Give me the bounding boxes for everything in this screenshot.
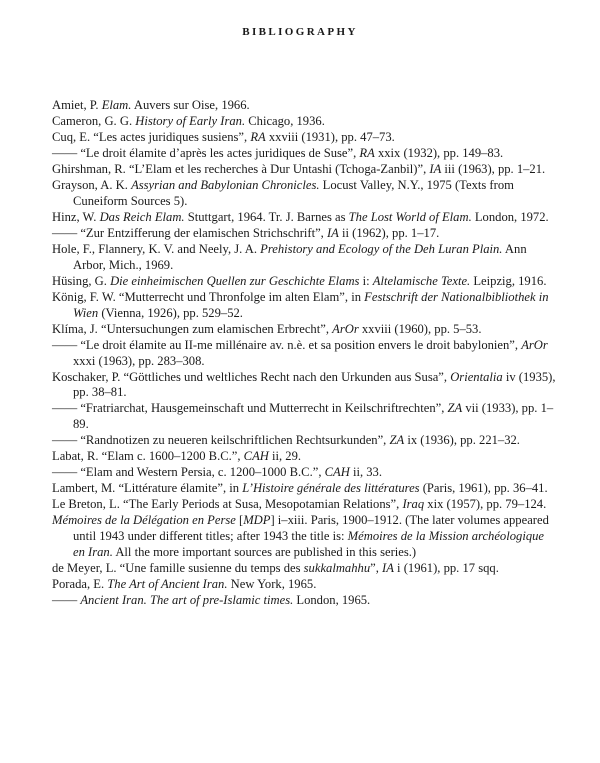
entry-text: xxviii (1931), pp. 47–73. bbox=[265, 130, 395, 145]
entry-title-text: Das Reich Elam. bbox=[99, 210, 185, 225]
entry-text: —— “Fratriarchat, Hausgemeinschaft und Mutterrecht in Keilschriftrechten”, bbox=[52, 401, 448, 416]
entry-title-text: Die einheimischen Quellen zur Geschichte Elams bbox=[110, 274, 360, 289]
entry-text: xxix (1932), pp. 149–83. bbox=[374, 146, 504, 161]
entry-text: ”, bbox=[370, 560, 383, 575]
bibliography-entry bbox=[52, 226, 557, 242]
entry-text: i: bbox=[359, 274, 373, 289]
entry-text: —— bbox=[52, 592, 81, 607]
entry-title-text: RA bbox=[359, 146, 375, 161]
entry-text: —— “Zur Entzifferung der elamischen Strichschrift”, bbox=[52, 226, 327, 241]
bibliography-entry bbox=[52, 481, 557, 497]
entry-title-text: Orientalia bbox=[450, 369, 503, 384]
entry-title-text: ZA bbox=[389, 432, 405, 447]
entry-text: (Paris, 1961), pp. 36–41. bbox=[419, 481, 548, 496]
entry-text: Lambert, M. “Littérature élamite”, in bbox=[52, 481, 243, 496]
entry-text: König, F. W. “Mutterrecht und Thronfolge im alten Elam”, in bbox=[52, 290, 365, 305]
entry-title-text: History of Early Iran. bbox=[135, 114, 246, 129]
entry-title-text: Iraq bbox=[402, 497, 425, 512]
entry-text: Porada, E. bbox=[52, 576, 108, 591]
entry-text: i (1961), pp. 17 sqq. bbox=[393, 560, 499, 575]
entry-title-text: RA bbox=[250, 130, 266, 145]
entry-text: Auvers sur Oise, 1966. bbox=[131, 98, 250, 112]
bibliography-entry bbox=[52, 449, 557, 465]
entry-text: —— “Randnotizen zu neueren keilschriftlichen Rechtsurkunden”, bbox=[52, 432, 390, 447]
entry-text: Koschaker, P. “Göttliches und weltliches Recht nach den Urkunden aus Susa”, bbox=[52, 369, 451, 384]
entry-title-text: Mémoires de la Mission archéologique en Iran. bbox=[73, 529, 545, 559]
entry-text: Locust Valley, N.Y., 1975 (Texts from Cuneiform Sources 5). bbox=[73, 178, 514, 209]
bibliography-list bbox=[52, 98, 557, 609]
entry-text: de Meyer, L. “Une famille susienne du temps des bbox=[52, 560, 304, 575]
entry-title-text: Elam. bbox=[101, 98, 132, 112]
entry-text: Hole, F., Flannery, K. V. and Neely, J. A. bbox=[52, 242, 261, 257]
bibliography-entry bbox=[52, 370, 557, 401]
entry-title-text: Ancient Iran. The art of pre-Islamic times. bbox=[80, 592, 294, 607]
entry-title-text: CAH bbox=[243, 449, 269, 464]
bibliography-entry bbox=[52, 561, 557, 577]
entry-text: Cameron, G. G. bbox=[52, 114, 136, 129]
bibliography-entry bbox=[52, 146, 557, 162]
entry-text: All the more important sources are published in this series.) bbox=[112, 544, 417, 559]
bibliography-entry bbox=[52, 130, 557, 146]
entry-text: [ bbox=[235, 513, 244, 528]
bibliography-entry bbox=[52, 465, 557, 481]
bibliography-entry bbox=[52, 593, 557, 609]
entry-text: ii, 33. bbox=[349, 465, 382, 480]
entry-title-text: CAH bbox=[324, 465, 350, 480]
entry-title-text: Mémoires de la Délégation en Perse bbox=[52, 513, 236, 528]
entry-text: Leipzig, 1916. bbox=[470, 274, 547, 289]
page-title: BIBLIOGRAPHY bbox=[242, 26, 358, 38]
entry-text: —— “Elam and Western Persia, c. 1200–1000 B.C.”, bbox=[52, 465, 325, 480]
bibliography-entry bbox=[52, 401, 557, 432]
entry-text: Chicago, 1936. bbox=[245, 114, 325, 129]
entry-title-text: Prehistory and Ecology of the Deh Luran Plain. bbox=[260, 242, 503, 257]
bibliography-entry bbox=[52, 577, 557, 593]
bibliography-entry bbox=[52, 274, 557, 290]
bibliography-entry bbox=[52, 242, 557, 273]
entry-title-text: The Lost World of Elam. bbox=[348, 210, 472, 225]
entry-title-text: L’Histoire générale des littératures bbox=[242, 481, 420, 496]
entry-text: xix (1957), pp. 79–124. bbox=[424, 497, 547, 512]
bibliography-entry bbox=[52, 178, 557, 209]
entry-title-text: Assyrian and Babylonian Chronicles. bbox=[131, 178, 320, 193]
entry-text: Ann Arbor, Mich., 1969. bbox=[73, 242, 527, 272]
entry-text: Klíma, J. “Untersuchungen zum elamischen Erbrecht”, bbox=[52, 321, 333, 336]
entry-text: London, 1972. bbox=[471, 210, 549, 225]
entry-title-text: MDP bbox=[243, 513, 271, 528]
bibliography-entry bbox=[52, 513, 557, 560]
bibliography-entry bbox=[52, 114, 557, 130]
entry-text: —— “Le droit élamite au II-me millénaire av. n.è. et sa position envers le droit babylonien”, bbox=[52, 337, 522, 352]
entry-title-text: ArOr bbox=[332, 321, 359, 336]
entry-text: Labat, R. “Elam c. 1600–1200 B.C.”, bbox=[52, 449, 244, 464]
bibliography-entry bbox=[52, 210, 557, 226]
entry-title-text: The Art of Ancient Iran. bbox=[107, 576, 228, 591]
entry-title-text: Festschrift der Nationalbibliothek in Wien bbox=[73, 290, 549, 320]
bibliography-entry bbox=[52, 338, 557, 369]
entry-text: Ghirshman, R. “L’Elam et les recherches à Dur Untashi (Tchoga-Zanbil)”, bbox=[52, 162, 430, 177]
entry-title-text: IA bbox=[382, 560, 394, 575]
entry-text: —— “Le droit élamite d’après les actes juridiques de Suse”, bbox=[52, 146, 360, 161]
bibliography-entry bbox=[52, 497, 557, 513]
entry-title-text: Altelamische Texte. bbox=[372, 274, 471, 289]
entry-text: Hinz, W. bbox=[52, 210, 100, 225]
entry-text: xxxi (1963), pp. 283–308. bbox=[73, 353, 205, 368]
entry-text: Stuttgart, 1964. Tr. J. Barnes as bbox=[184, 210, 349, 225]
bibliography-entry bbox=[52, 162, 557, 178]
bibliography-entry bbox=[52, 433, 557, 449]
entry-title-text: IA bbox=[326, 226, 339, 241]
entry-text: ii, 29. bbox=[268, 449, 302, 464]
entry-text: Amiet, P. bbox=[52, 98, 102, 112]
entry-title-text: IA bbox=[429, 162, 442, 177]
entry-text: (Vienna, 1926), pp. 529–52. bbox=[98, 305, 243, 320]
entry-text: New York, 1965. bbox=[227, 576, 317, 591]
entry-title-text: ZA bbox=[447, 401, 463, 416]
bibliography-entry bbox=[52, 322, 557, 338]
entry-title-text: sukkalmahhu bbox=[303, 560, 371, 575]
entry-text: Hüsing, G. bbox=[52, 274, 111, 289]
bibliography-entry bbox=[52, 290, 557, 321]
entry-text: ix (1936), pp. 221–32. bbox=[404, 432, 520, 447]
entry-text: ] i–xiii. Paris, 1900–1912. (The later volumes appeared until 1943 under different titles; after 1943 the title is: bbox=[73, 513, 549, 544]
entry-text: Grayson, A. K. bbox=[52, 178, 132, 193]
entry-text: Cuq, E. “Les actes juridiques susiens”, bbox=[52, 130, 251, 145]
entry-text: xxviii (1960), pp. 5–53. bbox=[358, 321, 482, 336]
entry-text: Le Breton, L. “The Early Periods at Susa, Mesopotamian Relations”, bbox=[52, 497, 403, 512]
entry-text: vii (1933), pp. 1–89. bbox=[73, 401, 554, 431]
entry-text: London, 1965. bbox=[293, 592, 371, 607]
bibliography-entry bbox=[52, 98, 557, 114]
entry-title-text: ArOr bbox=[521, 337, 548, 352]
entry-text: ii (1962), pp. 1–17. bbox=[338, 226, 440, 241]
entry-text: iii (1963), pp. 1–21. bbox=[441, 162, 546, 177]
entry-text: iv (1935), pp. 38–81. bbox=[73, 369, 556, 400]
